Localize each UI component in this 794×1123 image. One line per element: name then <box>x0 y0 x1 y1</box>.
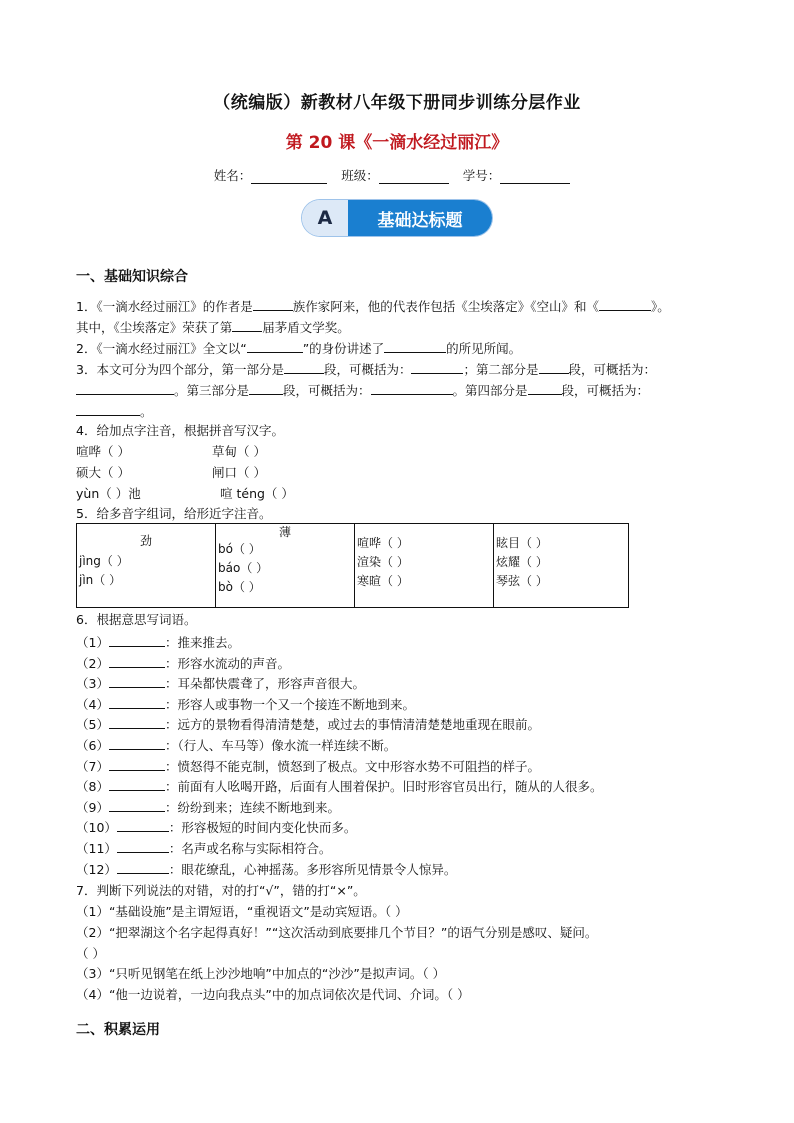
q2-text-a: 2．《一滴水经过丽江》全文以“ <box>76 341 247 356</box>
question-7-item-3: （3）“只听见钢笔在纸上沙沙地响”中加点的“沙沙”是拟声词。（ ） <box>76 966 446 981</box>
definition-text: ：形容人或事物一个又一个接连不断地到来。 <box>164 696 415 712</box>
question-7-title: 7．判断下列说法的对错，对的打“√”，错的打“×”。 <box>76 883 366 898</box>
section-heading-accumulation: 二、积累运用 <box>76 1022 160 1038</box>
q3-blank-6 <box>371 381 453 395</box>
q4-item-6: 喧 téng（ ） <box>220 486 294 501</box>
name-blank <box>251 169 327 184</box>
definition-text: ：前面有人吆喝开路，后面有人围着保护。旧时形容官员出行，随从的人很多。 <box>164 779 603 795</box>
definition-number: （8） <box>76 779 109 795</box>
question-4-row-1 <box>76 444 266 460</box>
question-3-line-3 <box>76 402 153 420</box>
q3-text-c: ；第二部分是 <box>463 362 539 377</box>
definition-item <box>76 633 240 651</box>
level-label: 基础达标题 <box>348 200 492 236</box>
table-cell-xuan2 <box>494 524 629 608</box>
question-3-line-1 <box>76 360 656 378</box>
definition-text: ：形容极短的时间内变化快而多。 <box>168 820 357 836</box>
question-2 <box>76 339 521 357</box>
q3-blank-3 <box>539 360 569 374</box>
definition-text: ：耳朵都快震聋了，形容声音很大。 <box>164 676 365 692</box>
student-info <box>0 166 794 184</box>
definition-blank <box>117 860 169 874</box>
q1-blank-award <box>232 318 262 332</box>
table-entry: 喧哗（ ） <box>357 536 409 550</box>
definition-item <box>76 715 540 733</box>
worksheet-title: （统编版）新教材八年级下册同步训练分层作业 <box>213 93 581 113</box>
definition-number: （12） <box>76 861 117 877</box>
table-entry: 寒暄（ ） <box>357 574 409 588</box>
table-entry: 琴弦（ ） <box>496 574 548 588</box>
q3-text-d: 段，可概括为： <box>568 362 657 377</box>
question-1-line-1 <box>76 297 670 315</box>
definition-item <box>76 695 415 713</box>
definition-item <box>76 736 396 754</box>
definition-blank <box>109 798 165 812</box>
number-label: 学号： <box>462 168 501 183</box>
definition-blank <box>109 757 165 771</box>
question-6-title: 6．根据意思写词语。 <box>76 612 197 627</box>
q3-text-i: 。 <box>140 404 153 419</box>
definition-item <box>76 757 540 775</box>
q3-blank-5 <box>249 381 283 395</box>
question-5-title: 5．给多音字组词，给形近字注音。 <box>76 506 272 521</box>
definition-item <box>76 654 290 672</box>
definition-number: （7） <box>76 758 109 774</box>
polyphone-table <box>76 523 629 608</box>
question-4-title: 4．给加点字注音，根据拼音写汉字。 <box>76 423 284 438</box>
table-head-bao: 薄 <box>278 525 291 539</box>
q4-item-5: yùn（ ）池 <box>76 486 141 501</box>
q3-text-h: 段，可概括为： <box>561 383 650 398</box>
q1-text-e: 届茅盾文学奖。 <box>262 320 350 335</box>
definition-item <box>76 860 456 878</box>
lesson-title: 第 20 课《一滴水经过丽江》 <box>285 133 509 153</box>
table-cell-xuan <box>355 524 494 608</box>
q3-blank-7 <box>528 381 562 395</box>
question-4-row-3 <box>76 486 294 502</box>
section-heading-basic: 一、基础知识综合 <box>76 269 188 285</box>
table-head-jin: 劲 <box>139 534 152 548</box>
table-entry: bò（ ） <box>218 580 261 594</box>
q4-item-4: 闸口（ ） <box>212 465 266 480</box>
name-label: 姓名： <box>213 168 252 183</box>
q2-text-c: 的所见所闻。 <box>446 341 522 356</box>
q2-blank-identity <box>247 339 303 353</box>
definition-text: ：形容水流动的声音。 <box>164 655 290 671</box>
table-entry: bó（ ） <box>218 542 261 556</box>
table-entry: 眩目（ ） <box>496 536 548 550</box>
number-blank <box>500 169 570 184</box>
table-entry: báo（ ） <box>218 561 269 575</box>
definition-item <box>76 674 365 692</box>
question-1-line-2 <box>76 318 350 336</box>
definition-number: （5） <box>76 717 109 733</box>
question-7-item-2: （2）“把翠湖这个名字起得真好！”“这次活动到底要排几个节目？”的语气分别是感叹、疑问。 <box>76 925 598 940</box>
question-7-item-4: （4）“他一边说着，一边向我点头”中的加点词依次是代词、介词。（ ） <box>76 987 470 1002</box>
definition-blank <box>109 654 165 668</box>
table-row <box>77 524 629 608</box>
definition-item <box>76 818 356 836</box>
definition-blank <box>109 695 165 709</box>
q1-text-c: 》。 <box>650 299 670 314</box>
definition-blank <box>109 777 165 791</box>
q4-item-1: 喧哗（ ） <box>76 444 130 459</box>
table-cell-bao <box>216 524 355 608</box>
q3-text-f: 段，可概括为： <box>283 383 371 398</box>
question-7-item-1: （1）“基础设施”是主谓短语，“重视语文”是动宾短语。（ ） <box>76 904 408 919</box>
class-blank <box>379 169 449 184</box>
q2-blank-place <box>384 339 446 353</box>
definition-number: （9） <box>76 799 109 815</box>
q3-blank-4 <box>76 381 174 395</box>
definition-text: ：推来推去。 <box>164 635 240 650</box>
definition-text: ：纷纷到来；连续不断地到来。 <box>164 799 340 815</box>
q1-blank-ethnicity <box>253 297 293 311</box>
definition-item <box>76 839 331 857</box>
question-3-line-2 <box>76 381 649 399</box>
question-4-row-2 <box>76 465 266 481</box>
table-cell-jin <box>77 524 216 608</box>
definition-blank <box>109 715 165 729</box>
q1-text-b: 族作家阿来，他的代表作包括《尘埃落定》《空山》和《 <box>292 299 599 314</box>
q3-text-a: 3．本文可分为四个部分，第一部分是 <box>76 362 284 377</box>
definition-blank <box>109 674 165 688</box>
definition-text: ：愤怒得不能克制，愤怒到了极点。文中形容水势不可阻挡的样子。 <box>164 758 540 774</box>
table-entry: 炫耀（ ） <box>496 555 548 569</box>
definition-number: （10） <box>76 820 117 836</box>
q3-blank-2 <box>411 360 463 374</box>
definition-number: （1） <box>76 635 109 650</box>
q4-item-3: 硕大（ ） <box>76 465 130 480</box>
q4-item-2: 草甸（ ） <box>212 444 266 459</box>
class-label: 班级： <box>341 168 379 183</box>
q3-blank-1 <box>284 360 324 374</box>
definition-text: ：（行人、车马等）像水流一样连续不断。 <box>164 738 397 753</box>
table-entry: jìn（ ） <box>79 573 122 587</box>
definition-blank <box>117 818 169 832</box>
q3-text-g: 。第四部分是 <box>452 383 528 398</box>
definition-blank <box>109 633 165 647</box>
definition-blank <box>109 736 165 750</box>
q3-text-b: 段，可概括为： <box>323 362 412 377</box>
definition-text: ：名声或名称与实际相符合。 <box>168 841 332 856</box>
q1-blank-work <box>599 297 651 311</box>
q3-text-e: 。第三部分是 <box>174 383 250 398</box>
question-7-item-2-paren: （ ） <box>76 946 105 961</box>
definition-number: （6） <box>76 738 109 753</box>
definition-number: （2） <box>76 655 109 671</box>
definition-item <box>76 777 602 795</box>
level-letter: A <box>302 200 348 236</box>
level-badge <box>302 200 492 236</box>
q1-text-a: 1．《一滴水经过丽江》的作者是 <box>76 299 253 314</box>
definition-number: （11） <box>76 841 117 856</box>
q2-text-b: ”的身份讲述了 <box>302 341 385 356</box>
definition-number: （3） <box>76 676 109 692</box>
q1-text-d: 其中，《尘埃落定》荣获了第 <box>76 320 233 335</box>
definition-text: ：眼花缭乱，心神摇荡。多形容所见情景令人惊异。 <box>168 861 457 877</box>
table-entry: jìng（ ） <box>79 554 129 568</box>
definition-blank <box>117 839 169 853</box>
definition-item <box>76 798 340 816</box>
q3-blank-8 <box>76 402 140 416</box>
table-entry: 渲染（ ） <box>357 555 409 569</box>
definition-text: ：远方的景物看得清清楚楚，或过去的事情清清楚楚地重现在眼前。 <box>164 717 540 733</box>
definition-number: （4） <box>76 696 109 712</box>
